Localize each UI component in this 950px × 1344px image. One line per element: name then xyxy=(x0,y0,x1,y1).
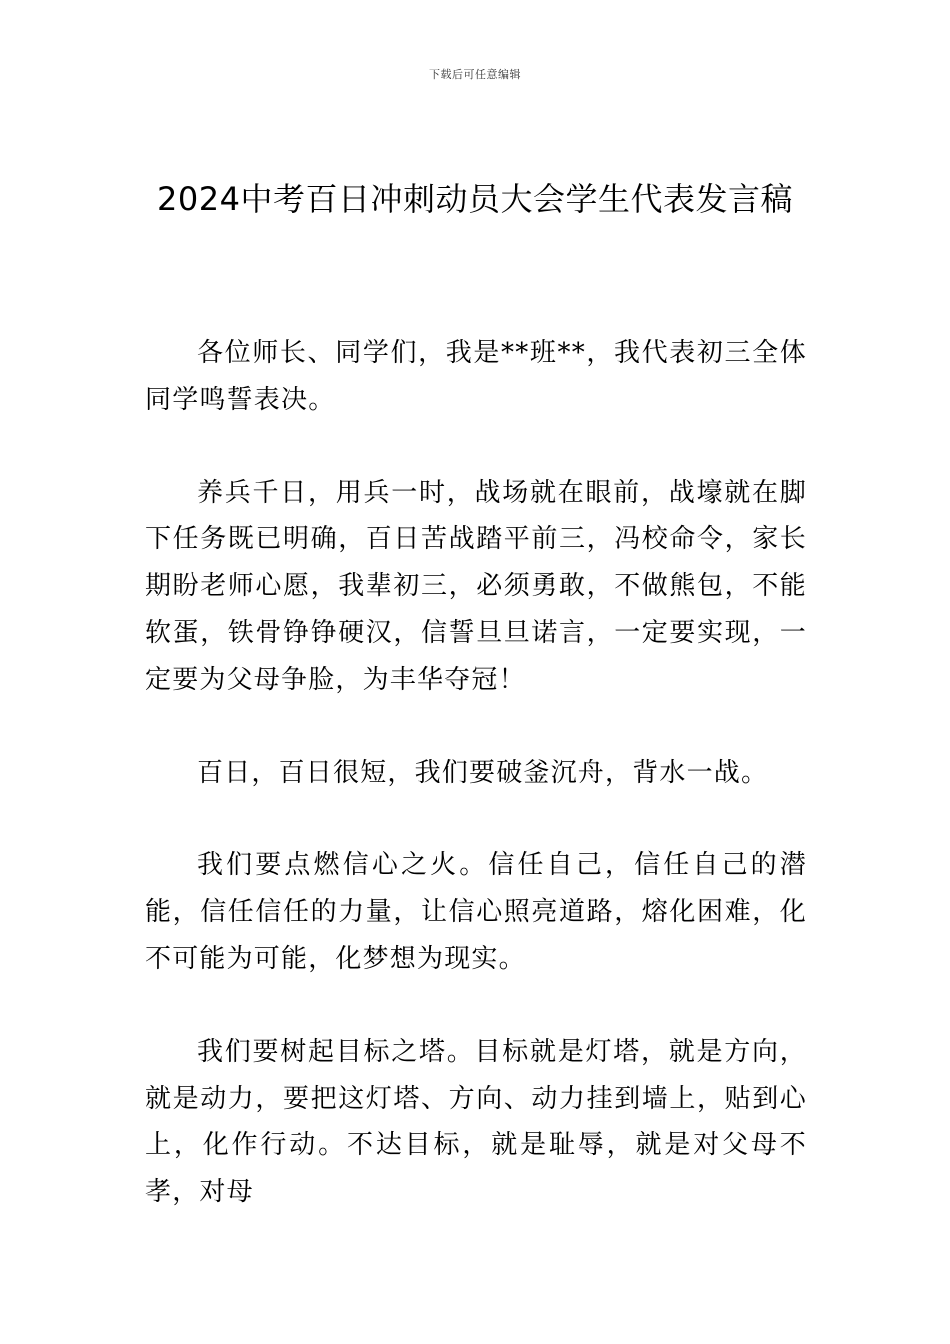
document-title: 2024中考百日冲刺动员大会学生代表发言稿 xyxy=(157,180,793,218)
paragraph: 各位师长、同学们，我是**班**，我代表初三全体同学鸣誓表决。 xyxy=(145,338,807,415)
paragraph: 养兵千日，用兵一时，战场就在眼前，战壕就在脚下任务既已明确，百日苦战踏平前三，冯校命令，家长期盼老师心愿，我辈初三，必须勇敢，不做熊包，不能软蛋，铁骨铮铮硬汉，信誓旦旦诺言，一定要实现，一定要为父母争脸，为丰华夺冠！ xyxy=(145,477,807,695)
document-body xyxy=(145,330,807,1262)
paragraph: 我们要点燃信心之火。信任自己，信任自己的潜能，信任信任的力量，让信心照亮道路，熔化困难，化不可能为可能，化梦想为现实。 xyxy=(145,850,807,974)
paragraph: 百日，百日很短，我们要破釜沉舟，背水一战。 xyxy=(197,757,769,788)
paragraph: 我们要树起目标之塔。目标就是灯塔，就是方向，就是动力，要把这灯塔、方向、动力挂到墙上，贴到心上，化作行动。不达目标，就是耻辱，就是对父母不孝，对母 xyxy=(145,1036,807,1208)
header-note: 下载后可任意编辑 xyxy=(429,68,521,81)
